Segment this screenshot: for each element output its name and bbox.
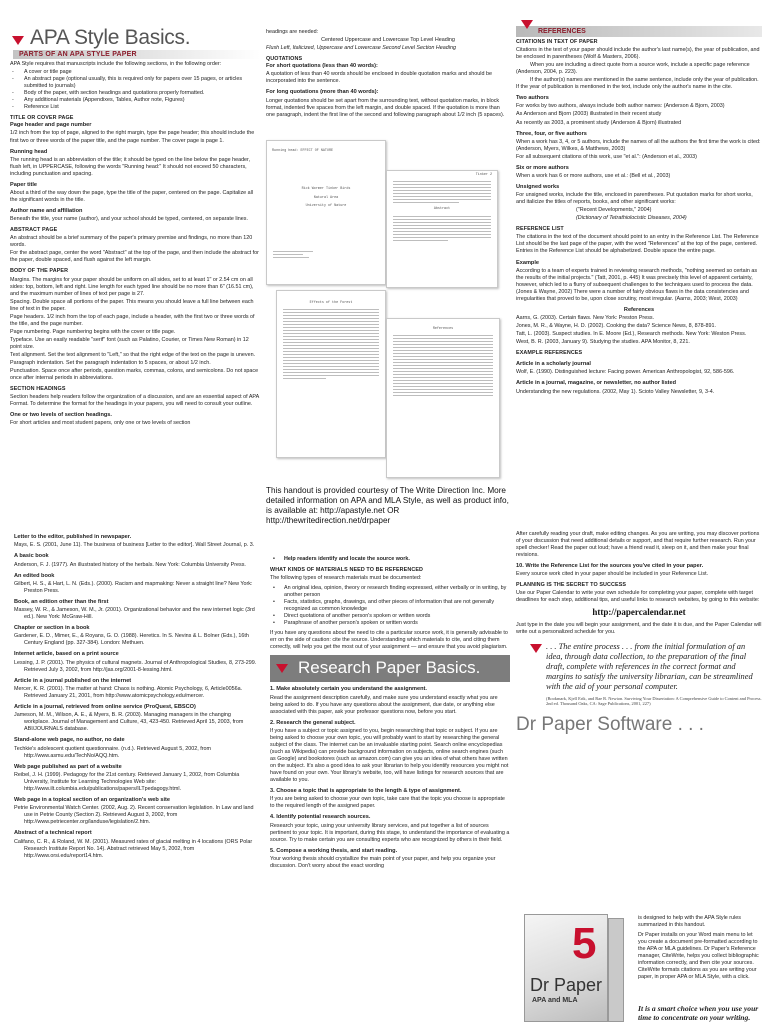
section-headings-text: Section headers help readers follow the organization of a discussion, and are an essential aspect of APA Format. To determine the format for the headings in your papers, you will need to consult your outline.	[10, 393, 259, 407]
references-column	[516, 24, 762, 514]
example-type-heading: Book, an edition other than the first	[14, 598, 109, 605]
dr-paper-text-1: is designed to help with the APA Style rules summarized in this handout.	[638, 915, 741, 929]
page-header-heading: Page header and page number	[10, 122, 92, 129]
unsigned-example-1: ("Recent Developments," 2004)	[576, 207, 652, 214]
step-text: If you are being asked to choose your own topic, take care that the topic you choose is appropriate to the required length of the assigned paper.	[270, 796, 505, 810]
dr-paper-title: Dr Paper Software . . .	[516, 713, 704, 735]
materials-text: The following types of research materials must be documented:	[270, 575, 422, 582]
dr-paper-column	[516, 530, 762, 1022]
mini-body-label: Effects of the Forest	[309, 301, 353, 305]
apa-basics-column	[10, 24, 260, 510]
citations-text-3: If the author(s) names are mentioned in the same sentence, include only the year of publication. If the year of publication is mentioned in the text, include only the author's name in the cite.	[516, 77, 759, 91]
list-item: • Paraphrase of another person's spoken or written words	[270, 620, 510, 627]
long-quotations-heading: For long quotations (more than 40 words):	[266, 89, 379, 96]
reference-entry: Aarns, G. (2003). Certain flaws. New York: Preston Press.	[516, 315, 655, 322]
mini-references-label: References	[432, 327, 454, 331]
reference-entry: West, B. R. (2003, January 9). Studying the studies. APA Monitor, 8, 221.	[516, 339, 690, 346]
example-type-heading: An edited book	[14, 572, 55, 579]
mini-title: Rick Wormer Tinker Birds	[301, 187, 351, 192]
example-heading: Example	[516, 259, 540, 266]
step-10-heading: 10. Write the Reference List for the sources you've cited in your paper.	[516, 563, 704, 570]
alignment-text: Text alignment. Set the text alignment to "Left," so that the right edge of the text on the page is uneven.	[10, 351, 256, 358]
dr-paper-description	[638, 914, 760, 982]
unsigned-text: For unsigned works, include the title, enclosed in parentheses. Put quotation marks for short works, and italicize the titles of reports, books, and other significant works:	[516, 192, 753, 206]
running-head-heading: Running head	[10, 148, 48, 155]
planning-text: Use our Paper Calendar to write your own schedule for completing your paper, complete with target deadlines for each step, additional tips, and useful links to research websites, by going to this website:	[516, 590, 760, 604]
abstract-text-1: An abstract should be a brief summary of the paper's primary premise and findings, no more than 120 words.	[10, 235, 253, 249]
citations-heading: CITATIONS IN TEXT OF PAPER	[516, 39, 598, 46]
list-item: - An abstract page (optional usually, this is required only for papers over 15 pages, or articles submitted to journals)	[10, 76, 260, 90]
planning-heading: PLANNING IS THE SECRET TO SUCCESS	[516, 582, 627, 589]
three-authors-text-2: For all subsequent citations of this work, use "et al.": (Anderson et al., 2003)	[516, 153, 697, 160]
second-level-heading-example: Flush Left, Italicized, Uppercase and Lowercase Second Level Section Heading	[266, 45, 456, 52]
step-heading: 1. Make absolutely certain you understand the assignment.	[270, 686, 427, 693]
journal-heading: Article in a journal, magazine, or newsletter, no author listed	[516, 380, 677, 387]
dr-paper-text-2: Dr Paper installs on your Word main menu to let you create a document pre-formatted according to the APA or MLA guidelines. Dr Paper's Reference manager, CiteWrite, helps you collect bibliographic information correctly, and then cite your sources. CiteWrite formats citations as you are writing your paper, in proper APA or MLA Style, with a click.	[638, 932, 759, 981]
planning-text-2: Just type in the date you will begin your assignment, and the date it is due, and the Paper Calendar will write out a personalized schedule for you.	[516, 622, 762, 636]
red-triangle-icon	[521, 20, 533, 29]
example-entry: Jameson, M. M., Wilson, A. E., & Myers, B. R. (2003). Managing managers in the changing workplace. Journal of Management and Culture, 43, 423-450. Retrieved April 15, 2003, from ABI/JOURNALS database.	[14, 712, 244, 733]
questions-text: If you have any questions about the need to cite a particular source work, it is generally advisable to err on the side of caution: cite the source. Understanding which materials to cite, and citing them correctly, will help you get the most out of your assignment — and ensure that you avoid plagiarism.	[270, 630, 508, 651]
running-head-text: The running head is an abbreviation of the title; it should be typed on the line below the page header, flush left, in UPPERCASE, following the words "Running head:" It should not exceed 50 characters, including punctuation and spacing.	[10, 156, 251, 177]
quote-block	[516, 642, 762, 707]
two-authors-text: For works by two authors, always include both author names: (Anderson & Bjorn, 2003)	[516, 103, 725, 110]
list-item: • Direct quotations of another person's spoken or written words	[270, 613, 510, 620]
references-page-thumbnail	[386, 318, 500, 478]
short-quotations-text: A quotation of less than 40 words should be enclosed in double quotation marks and should be incorporated into the sentence.	[266, 71, 492, 85]
title-cover-heading: TITLE OR COVER PAGE	[10, 115, 74, 122]
quote-citation: (Bookmark, Kjell Erik, and Rae R. Newton. Surviving Your Dissertation: A Comprehensive Guide to Content and Process. 2nd ed. Thousand Oaks, CA: Sage Publications, 2001, 227)	[546, 695, 762, 707]
punctuation-text: Punctuation. Space once after periods, question marks, commas, colons, and semicolons. Do not space once after internal periods in abbreviations.	[10, 367, 259, 381]
citations-text-1: Citations in the text of your paper should include the author's last name(s), the year of publication, and be enclosed in parentheses (Wolf & Masters, 2006).	[516, 47, 760, 61]
example-type-heading: Internet article, based on a print source	[14, 651, 119, 658]
example-entry: Mays, E. S. (2001, June 11). The business of business [Letter to the editor]. Wall Street Journal, p. 3.	[14, 542, 255, 549]
paper-title-text: About a third of the way down the page, type the title of the paper, centered on the page. Capitalize all the significant words in the title.	[10, 190, 254, 204]
research-banner	[270, 655, 510, 682]
dr-paper-box	[518, 914, 630, 1022]
scholarly-entry: Wolf, E. (1990). Distinguished lecture: Facing power. American Anthropologist, 92, 586-596.	[516, 369, 735, 376]
subtitle-text: PARTS OF AN APA STYLE PAPER	[19, 51, 137, 58]
references-title-bar	[516, 26, 762, 37]
quotations-column	[266, 28, 510, 525]
example-entry: Massey, W. R., & Jameson, W. M., Jr. (2001). Organizational behavior and the new internet logic (3rd ed.). New York: McGraw-Hill.	[14, 607, 255, 621]
section-subtitle	[13, 50, 260, 59]
two-authors-heading: Two authors	[516, 95, 549, 102]
two-authors-text-3: As recently as 2003, a prominent study (Anderson & Bjorn) illustrated	[516, 119, 682, 126]
intro-text: APA Style requires that manuscripts include the following sections, in the following order:	[10, 61, 222, 68]
example-type-heading: Web page in a topical section of an organization's web site	[14, 796, 171, 803]
short-quotations-heading: For short quotations (less than 40 words):	[266, 63, 378, 70]
example-entry: Mercer, K. R. (2001). The matter at hand: Chaos is nothing. Atomic Psychology, 6, Article0056a. Retrieved January 21, 2001, from http://www.atomicpsychology.edu/mercer.	[14, 686, 243, 700]
step-heading: 3. Choose a topic that is appropriate to the length & type of assignment.	[270, 787, 462, 794]
example-type-heading: Abstract of a technical report	[14, 830, 92, 837]
mini-page-number: Tinker 2	[475, 173, 492, 177]
red-triangle-icon	[530, 644, 542, 653]
list-item: • Help readers identify and locate the source work.	[270, 556, 510, 563]
title-block	[10, 24, 260, 49]
author-text: Beneath the title, your name (author), and your school should be typed, centered, on separate lines.	[10, 216, 248, 223]
mini-running-head: Running head: EFFECT OF NATURE	[272, 149, 334, 153]
reference-entry: Jones, M. R., & Wayne, H. D. (2002). Cooking the data? Science News, 8, 878-891.	[516, 323, 716, 330]
example-type-heading: Article in a journal published on the internet	[14, 677, 132, 684]
abstract-page-thumbnail	[386, 170, 498, 288]
example-text: According to a team of experts trained in reviewing research methods, "nothing seemed so certain as the results of the initial projects." (Tatt, 2001, p. 445) It was precisely this level of apparent certainty, however, which led to a flurry of subsequent challenges to the techniques used to process the data. (Jones & Wayne, 2002) There were a number of fairly obvious flaws in the data consistencies and irregularities that proved to be, upon close scrutiny, most irregular. (Aarns, 2003; West, 2003)	[516, 267, 758, 302]
paper-calendar-link[interactable]: http://papercalendar.net	[592, 607, 686, 618]
dr-paper-tagline: It is a smart choice when you use your time to concentrate on your writing.	[638, 1004, 759, 1023]
section-headings-heading: SECTION HEADINGS	[10, 385, 66, 392]
six-authors-text: When a work has 6 or more authors, use et al.: (Bell et al., 2003)	[516, 173, 671, 180]
references-heading: References	[623, 306, 655, 313]
step-heading: 5. Compose a working thesis, and start reading.	[270, 847, 398, 854]
levels-text: For short articles and most student papers, only one or two levels of section	[10, 420, 191, 427]
example-entry: Petrie Environmental Watch Center. (2002, Aug. 2). Recent conservation legislation. In Law and land use in Petrie County (Section 2). Retrieved August 3, 2002, from http://www.petriecenter.org/landuse/legislation/2.htm.	[14, 805, 254, 826]
research-basics-column	[270, 556, 510, 1022]
book-title: Dr Paper	[530, 975, 603, 995]
revise-text: After carefully reading your draft, make editing changes. As you are writing, you may discover portions of your discussion that need additional details or support, and that require further research. Run your spell checker! Read the paper out loud; have a friend read it, sleep on it, and then make your final revisions.	[516, 531, 760, 559]
quote-text: . . . The entire process . . . from the initial formulation of an idea, through data collection, to the preparation of the final draft, complete with references in the correct format and margins to satisfy the university librarian, can be streamlined with the aid of your personal computer.	[546, 642, 753, 692]
list-item: • An original idea, opinion, theory or research finding expressed, either verbally or in writing, by another person	[270, 585, 510, 599]
bullet-list	[270, 556, 510, 563]
author-heading: Author name and affiliation	[10, 208, 83, 215]
headings-needed-text: headings are needed:	[266, 29, 319, 35]
step-heading: 4. Identify potential research sources.	[270, 814, 371, 821]
mini-abstract-label: Abstract	[433, 207, 451, 212]
mini-school: University of Nature	[305, 204, 347, 209]
example-entry: Anderson, F. J. (1977). An illustrated history of the herbals. New York: Columbia University Press.	[14, 561, 246, 568]
list-item: - A cover or title page	[10, 69, 260, 76]
research-banner-title: Research Paper Basics.	[298, 658, 481, 678]
list-item: • Facts, statistics, graphs, drawings, and other pieces of information that are not generally recognized as common knowledge	[270, 599, 510, 613]
list-item: - Any additional materials (Appendixes, Tables, Author note, Figures)	[10, 97, 260, 104]
headers-text: Page headers. 1/2 inch from the top of each page, include a header, with the first two or three words of the title, and the page number.	[10, 313, 255, 327]
margins-text: Margins. The margins for your paper should be uniform on all sides, set to at least 1" or 2.54 cm on all sides: top, bottom, left and right. Line length for each typed line should be no more than 6" (16.51 cm), and the maximum number of lines of text per page is 27.	[10, 276, 254, 297]
reference-entry: Tatt, L. (2003). Suspect studies. In E. Moore (Ed.), Research methods. New York: Weston Press.	[516, 331, 747, 338]
body-page-thumbnail	[276, 290, 386, 458]
paper-title-heading: Paper title	[10, 181, 38, 188]
materials-list	[270, 585, 510, 627]
unsigned-example-2: (Dictionary of Tetrathiolocistic Diseases, 2004)	[576, 215, 687, 222]
page-title: APA Style Basics.	[30, 26, 191, 49]
quotations-heading: QUOTATIONS	[266, 56, 303, 63]
list-item: - Body of the paper, with section headings and quotations properly formatted.	[10, 90, 260, 97]
step-text: Read the assignment description carefully, and make sure you understand exactly what you are being asked to do. If you have any questions about the assignment, due date, or anything else associated with this paper, ask your professor questions now, before you start.	[270, 694, 498, 715]
references-title: REFERENCES	[538, 28, 586, 35]
parts-list	[10, 69, 260, 111]
example-type-heading: A basic book	[14, 553, 49, 560]
example-references-heading: EXAMPLE REFERENCES	[516, 350, 583, 357]
example-type-heading: Article in a journal, retrieved from online service (ProQuest, EBSCO)	[14, 704, 196, 711]
cover-page-thumbnail	[266, 140, 386, 285]
mini-footer	[267, 251, 385, 258]
levels-heading: One or two levels of section headings.	[10, 411, 112, 418]
spacing-text: Spacing. Double space all portions of the paper. This means you should leave a full line between each line of text in the paper.	[10, 298, 254, 312]
abstract-heading: ABSTRACT PAGE	[10, 227, 58, 234]
reference-examples-column	[14, 530, 258, 1020]
mini-author: Natural Area	[313, 195, 339, 200]
example-entry: Gardener, E. D., Mimer, E., & Royans, G. O. (1988). Heretics. In S. Nevins & L. Bolner (Eds.), 16th Century England (pp. 327-384). London: Methuen.	[14, 633, 249, 647]
unsigned-heading: Unsigned works	[516, 184, 560, 191]
reference-list-heading: REFERENCE LIST	[516, 226, 564, 233]
step-10-text: Every source work cited in your paper should be included in your Reference List.	[516, 571, 709, 578]
step-heading: 2. Research the general subject.	[270, 719, 356, 726]
step-text: If you have a subject or topic assigned to you, begin researching that topic or subject. If you are being asked to choose your own topic, you will probably want to start by researching the general subject of the class. The internet can be an invaluable starting point. Search online encyclopedias (such as Wikipedia) can provide background information on subjects, online search engines (such as Google) and bookstores (such as amazon.com) can give you an idea of what others have written on the subject. It's also a good idea to ask your librarian to help you identify resources you might not have found on your own. Your library's website, too, will have listings for research sources that are available to you.	[270, 727, 509, 783]
abstract-text-2: For the abstract page, center the word "Abstract" at the top of the page, and then include the abstract for the paper, double spaced, and flush against the left margin.	[10, 250, 259, 264]
citations-text-2: When you are including a direct quote from a source work, include a specific page reference (Anderson, 2004, p. 223).	[516, 62, 750, 76]
book-spine	[608, 918, 624, 1022]
red-triangle-icon	[12, 36, 24, 45]
numbering-text: Page numbering. Page numbering begins with the cover or title page.	[10, 328, 176, 335]
page-header-text: 1/2 inch from the top of page, aligned to the right margin, type the page header; this should include the first two or three words of the paper title, and the page number. The cover page is page 1.	[10, 130, 255, 144]
reference-list-text: The citations in the text of the document should point to an entry in the Reference List. The Reference List should be the last page of the paper, with the word "References" at the top of the page, centered. Entries in the Reference List should be alphabetized. Double space the entire page.	[516, 234, 759, 255]
example-type-heading: Chapter or section in a book	[14, 625, 90, 632]
long-quotations-text: Longer quotations should be set apart from the surrounding text, without quotation marks, in block format, indented five spaces from the left margin, and double spaced. If the quotation is more than one paragraph, indent the first line of the second and following paragraph about 1/2 inch (5 spaces).	[266, 97, 505, 118]
example-type-heading: Letter to the editor, published in newspaper.	[14, 534, 132, 540]
two-authors-text-2: As Anderson and Bjorn (2003) illustrated in their recent study	[516, 111, 662, 118]
indent-text: Paragraph indentation. Set the paragraph indentation to 5 spaces, or about 1/2 inch.	[10, 359, 211, 366]
six-authors-heading: Six or more authors	[516, 164, 569, 171]
example-type-heading: Stand-alone web page, no author, no date	[14, 737, 125, 744]
example-entry: Techkie's adolescent quotient questionnaire. (n.d.). Retrieved August 5, 2002, from http://www.asmu.edu/TechNo/AQQ.htm.	[14, 745, 212, 759]
handout-note: This handout is provided courtesy of The Write Direction Inc. More detailed information on APA and MLA Style, as well as product info, is available at: http://apastyle.net OR http://thewritedirection.net/drpaper	[266, 486, 509, 525]
book-number: 5	[572, 919, 597, 968]
three-authors-text: When a work has 3, 4, or 5 authors, include the names of all the authors the first time the work is cited: (Anderson, Myers, Wilkes, & Matthews, 2003)	[516, 138, 761, 152]
example-type-heading: Web page published as part of a website	[14, 763, 122, 770]
example-entry: Lessing, J. P. (2001). The physics of cultural magnets. Journal of Anthropological Studies, 8, 273-299. Retrieved July 3, 2002, from http://jas.org/2001-8-lessing.html.	[14, 659, 257, 673]
step-text: Research your topic, using your university library services, and put together a list of sources pertinent to your topic. It is important, during this stage, to understand the importance of evaluating a source. Try to make certain you are consulting experts who are recognized by others in their field.	[270, 822, 510, 843]
body-heading: BODY OF THE PAPER	[10, 268, 69, 275]
example-entry: Reibel, J. H. (1999). Pedagogy for the 21st century. Retrieved January 1, 2002, from Columbia University, Institute for Learning Technologies Web site: http://www.ilt.columbia.edu/publications/papers/ILTpedagogy.html.	[14, 771, 240, 792]
red-triangle-icon	[276, 664, 288, 673]
step-text: Your working thesis should crystallize the main point of your paper, and help you organize your discussion. Don't worry about the exact wording	[270, 855, 496, 869]
materials-heading: WHAT KINDS OF MATERIALS NEED TO BE REFERENCED	[270, 567, 424, 574]
journal-entry: Understanding the new regulations. (2002, May 1). Scioto Valley Newsletter, 9, 3-4.	[516, 388, 715, 395]
example-entry: Califano, C. R., & Roland, W. M. (2001). Measured rates of glacial melting in 4 locations (ORS Polar Research Institute Report No. 14). Abstract retrieved May 5, 2002, from http://www.orsi.edu/report14.htm.	[14, 838, 253, 859]
book-subtitle: APA and MLA	[532, 997, 578, 1004]
top-level-heading-example: Centered Uppercase and Lowercase Top Level Heading	[321, 37, 455, 44]
example-entry: Gilbert, H. S., & Hart, L. N. (Eds.). (2000). Racism and mapmaking: Never a straight line? New York: Preston Press.	[14, 580, 253, 594]
three-authors-heading: Three, four, or five authors	[516, 130, 587, 137]
list-item: - Reference List	[10, 104, 260, 111]
scholarly-heading: Article in a scholarly journal	[516, 361, 591, 368]
typeface-text: Typeface. Use an easily readable "serif" font (such as Palatino, Courier, or Times New Roman) in 12 point size.	[10, 336, 249, 350]
